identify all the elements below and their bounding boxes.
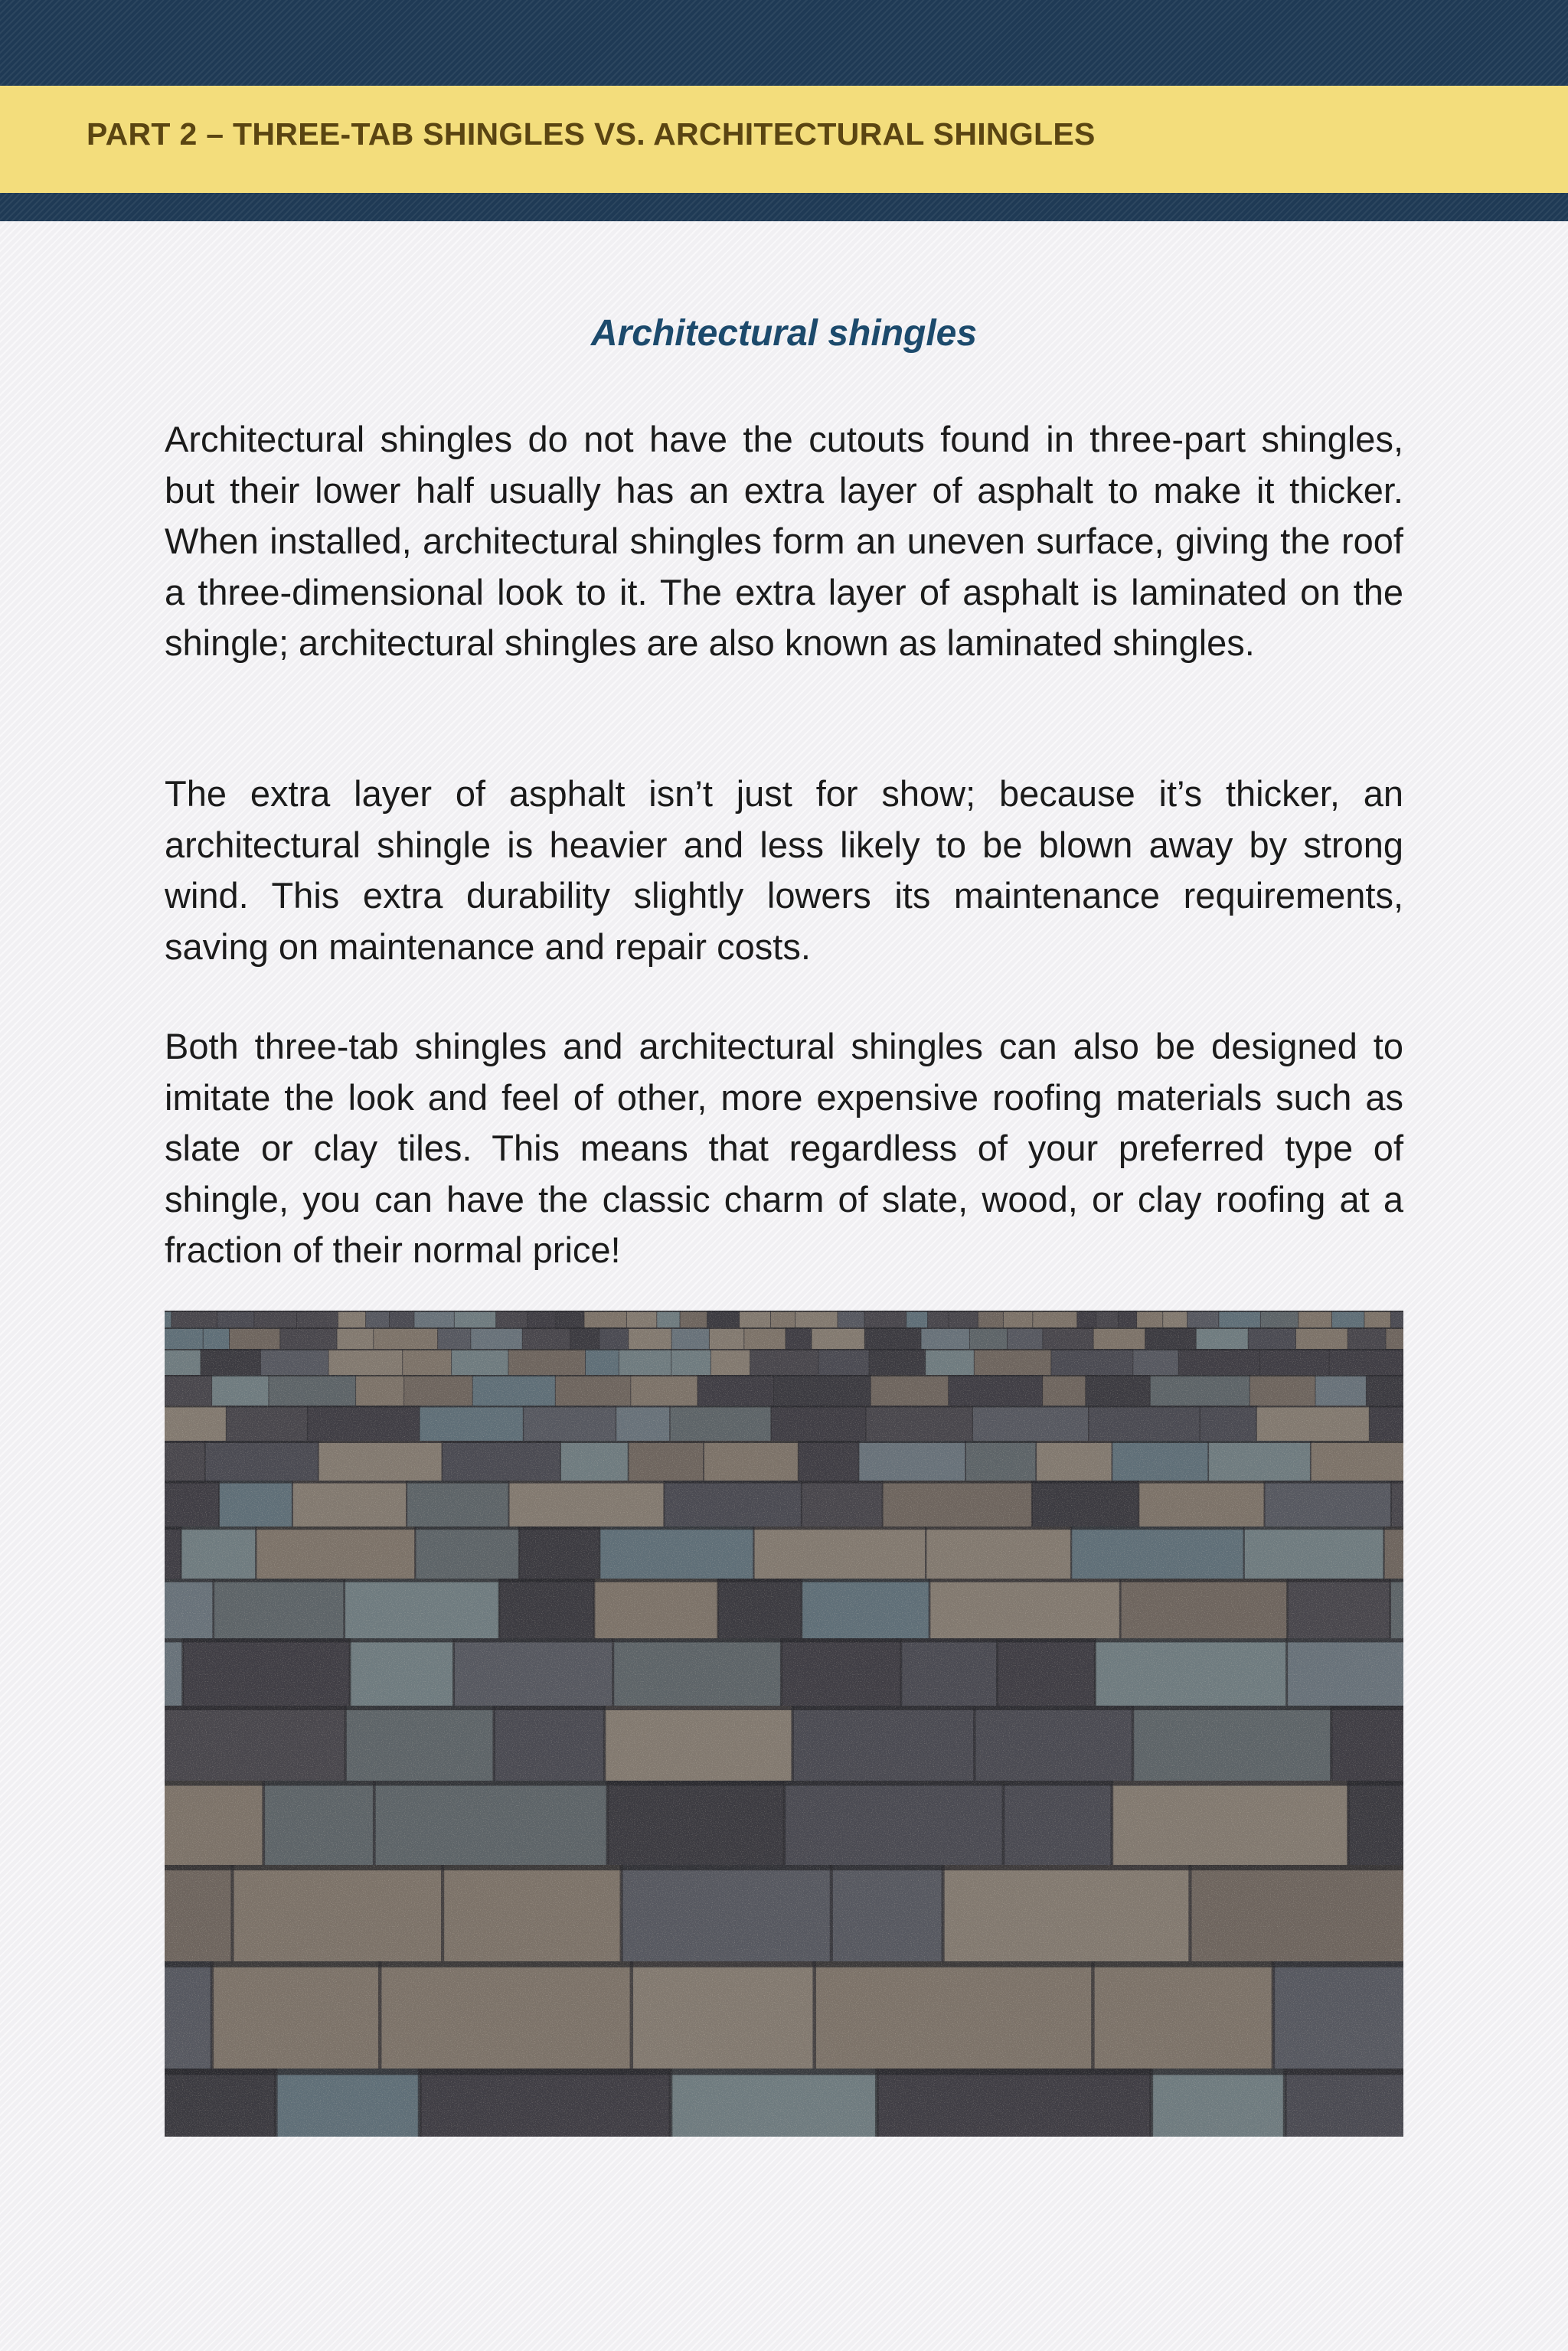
header-top-band (0, 0, 1568, 86)
paragraph-3: Both three-tab shingles and architectural shingles can also be designed to imitate the look and feel of other, more expensive roofing materials such as slate or clay tiles. This means that regardless of your preferred type of shingle, you can have the classic charm of slate, wood, or clay roofing at a fraction of their normal price! (165, 1026, 1403, 1270)
header-title: PART 2 – THREE-TAB SHINGLES VS. ARCHITECTURAL SHINGLES (87, 116, 1096, 152)
section-heading: Architectural shingles (590, 313, 978, 354)
header-bottom-band (0, 193, 1568, 221)
roof-shingles-photo (165, 1311, 1403, 2137)
paragraph-1: Architectural shingles do not have the cutouts found in three-part shingles, but their lower half usually has an extra layer of asphalt to make it thicker. When installed, architectural shingles form an uneven surface, giving the roof a three-dimensional look to it. The extra layer of asphalt is laminated on the shingle; architectural shingles are also known as laminated shingles. (165, 419, 1403, 663)
paragraph-2: The extra layer of asphalt isn’t just for show; because it’s thicker, an architectural shingle is heavier and less likely to be blown away by strong wind. This extra durability slightly lowers its maintenance requirements, saving on maintenance and repair costs. (165, 773, 1403, 967)
